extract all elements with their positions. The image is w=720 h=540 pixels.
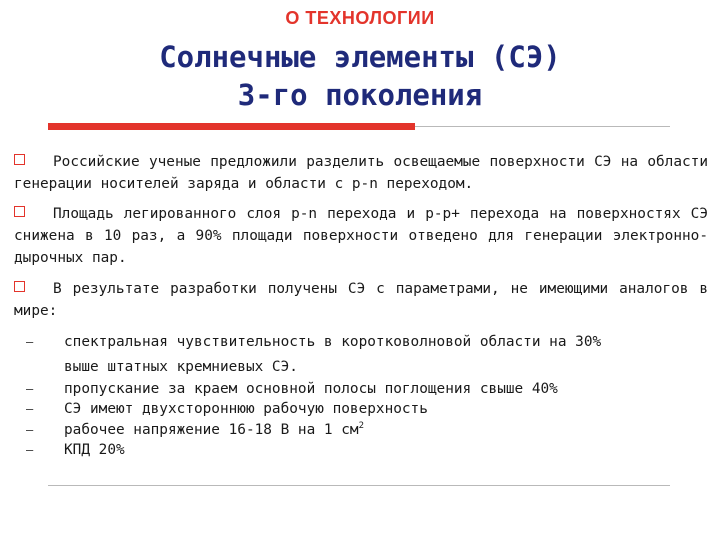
bullet-text: Площадь легированного слоя p-n перехода и p-p+ перехода на поверхностях СЭ снижена в 10 раз, а 90% площади поверхности отведено для генерации электронно-дырочных пар. (14, 206, 708, 266)
title-underline-gray (415, 126, 670, 127)
title-underline-red (48, 123, 415, 130)
title-line-1: Солнечные элементы (СЭ) (159, 40, 561, 74)
bullet-text: В результате разработки получены СЭ с параметрами, не имеющими аналогов в мире: (14, 281, 708, 319)
bullet-text: Российские ученые предложили разделить освещаемые поверхности СЭ на области генерации носителей заряда и области с p-n переходом. (14, 154, 708, 192)
dash-bullet: – (26, 443, 34, 457)
dash-item-text: КПД 20% (64, 442, 125, 458)
footer-rule (48, 485, 670, 486)
dash-item-text: выше штатных кремниевых СЭ. (64, 359, 298, 375)
slide-title (0, 38, 720, 114)
dash-item-main-text: рабочее напряжение 16-18 В на 1 см (64, 422, 359, 438)
bullet-item-1 (14, 151, 708, 195)
square-bullet-icon (14, 154, 25, 165)
bullet-item-3 (14, 278, 708, 322)
square-bullet-icon (14, 281, 25, 292)
section-kicker: О ТЕХНОЛОГИИ (285, 8, 435, 28)
dash-item-text (64, 419, 364, 441)
dash-bullet: – (26, 382, 34, 396)
dash-item-text: пропускание за краем основной полосы поглощения свыше 40% (64, 381, 558, 397)
dash-bullet: – (26, 335, 34, 349)
title-line-2: 3-го поколения (237, 78, 483, 112)
bullet-item-2 (14, 203, 708, 269)
square-bullet-icon (14, 206, 25, 217)
superscript-two: 2 (358, 421, 364, 432)
dash-item-text: СЭ имеют двухстороннюю рабочую поверхность (64, 401, 428, 417)
dash-bullet: – (26, 402, 34, 416)
dash-bullet: – (26, 423, 34, 437)
dash-item-text: спектральная чувствительность в коротковолновой области на 30% (64, 334, 602, 350)
